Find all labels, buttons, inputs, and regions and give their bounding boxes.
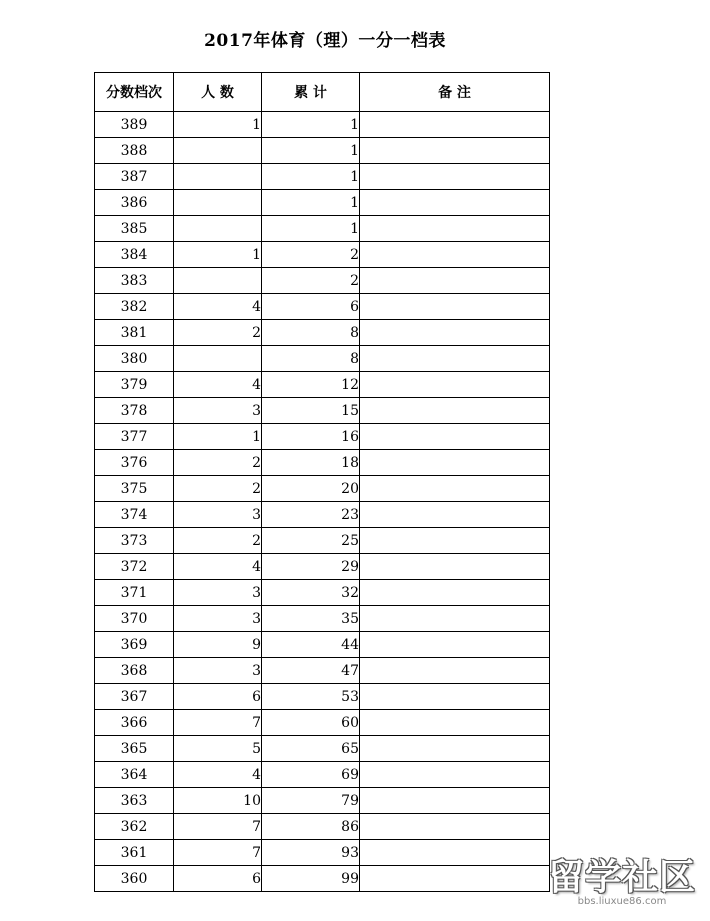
cell-score: 379 [95, 372, 174, 398]
cell-count [174, 138, 262, 164]
table-header-row [95, 73, 550, 112]
table-row [95, 372, 550, 398]
cell-count [174, 268, 262, 294]
cell-score: 363 [95, 788, 174, 814]
table-row [95, 632, 550, 658]
cell-score: 366 [95, 710, 174, 736]
cell-note [360, 164, 550, 190]
cell-count: 3 [174, 658, 262, 684]
table-row [95, 190, 550, 216]
cell-count: 2 [174, 450, 262, 476]
cell-note [360, 190, 550, 216]
cell-note [360, 502, 550, 528]
cell-score: 385 [95, 216, 174, 242]
cell-count [174, 190, 262, 216]
cell-score: 383 [95, 268, 174, 294]
cell-note [360, 814, 550, 840]
cell-score: 386 [95, 190, 174, 216]
cell-count: 2 [174, 320, 262, 346]
cell-cumulative: 8 [262, 346, 360, 372]
cell-note [360, 450, 550, 476]
cell-cumulative: 32 [262, 580, 360, 606]
score-table [94, 72, 550, 892]
table-row [95, 242, 550, 268]
cell-score: 384 [95, 242, 174, 268]
cell-cumulative: 99 [262, 866, 360, 892]
cell-score: 387 [95, 164, 174, 190]
cell-note [360, 606, 550, 632]
table-row [95, 762, 550, 788]
cell-cumulative: 47 [262, 658, 360, 684]
cell-score: 375 [95, 476, 174, 502]
cell-score: 362 [95, 814, 174, 840]
cell-score: 376 [95, 450, 174, 476]
table-row [95, 424, 550, 450]
table-row [95, 606, 550, 632]
cell-cumulative: 35 [262, 606, 360, 632]
table-row [95, 320, 550, 346]
cell-score: 367 [95, 684, 174, 710]
cell-score: 382 [95, 294, 174, 320]
table-row [95, 476, 550, 502]
cell-cumulative: 15 [262, 398, 360, 424]
table-row [95, 788, 550, 814]
cell-cumulative: 93 [262, 840, 360, 866]
cell-score: 377 [95, 424, 174, 450]
table-row [95, 398, 550, 424]
cell-cumulative: 1 [262, 164, 360, 190]
cell-note [360, 632, 550, 658]
cell-cumulative: 60 [262, 710, 360, 736]
cell-count: 2 [174, 528, 262, 554]
cell-score: 360 [95, 866, 174, 892]
watermark [548, 849, 696, 907]
cell-cumulative: 16 [262, 424, 360, 450]
table-row [95, 164, 550, 190]
cell-score: 370 [95, 606, 174, 632]
cell-cumulative: 69 [262, 762, 360, 788]
cell-score: 378 [95, 398, 174, 424]
cell-note [360, 580, 550, 606]
cell-cumulative: 8 [262, 320, 360, 346]
cell-note [360, 684, 550, 710]
cell-cumulative: 65 [262, 736, 360, 762]
table-row [95, 502, 550, 528]
table-row [95, 528, 550, 554]
cell-count: 1 [174, 242, 262, 268]
cell-note [360, 216, 550, 242]
cell-score: 380 [95, 346, 174, 372]
cell-count: 7 [174, 710, 262, 736]
cell-count: 4 [174, 294, 262, 320]
header-score: 分数档次 [95, 73, 174, 112]
cell-count: 2 [174, 476, 262, 502]
cell-score: 372 [95, 554, 174, 580]
cell-note [360, 294, 550, 320]
cell-note [360, 138, 550, 164]
cell-note [360, 866, 550, 892]
cell-cumulative: 44 [262, 632, 360, 658]
table-row [95, 866, 550, 892]
header-note: 备 注 [360, 73, 550, 112]
cell-note [360, 268, 550, 294]
cell-cumulative: 6 [262, 294, 360, 320]
cell-cumulative: 2 [262, 242, 360, 268]
table-row [95, 346, 550, 372]
cell-score: 389 [95, 112, 174, 138]
table-row [95, 268, 550, 294]
table-body [95, 112, 550, 892]
cell-count: 1 [174, 424, 262, 450]
table-row [95, 294, 550, 320]
cell-score: 365 [95, 736, 174, 762]
watermark-url: bbs.liuxue86.com [577, 896, 667, 907]
cell-count: 3 [174, 502, 262, 528]
cell-note [360, 320, 550, 346]
cell-cumulative: 18 [262, 450, 360, 476]
cell-score: 364 [95, 762, 174, 788]
cell-score: 381 [95, 320, 174, 346]
cell-cumulative: 20 [262, 476, 360, 502]
table-row [95, 216, 550, 242]
cell-count [174, 216, 262, 242]
cell-note [360, 528, 550, 554]
cell-note [360, 242, 550, 268]
cell-score: 373 [95, 528, 174, 554]
cell-cumulative: 23 [262, 502, 360, 528]
cell-note [360, 398, 550, 424]
table-row [95, 684, 550, 710]
cell-note [360, 762, 550, 788]
cell-note [360, 346, 550, 372]
cell-count: 4 [174, 372, 262, 398]
cell-count: 3 [174, 580, 262, 606]
header-count: 人 数 [174, 73, 262, 112]
cell-score: 369 [95, 632, 174, 658]
cell-count: 7 [174, 814, 262, 840]
cell-count: 9 [174, 632, 262, 658]
cell-count: 6 [174, 866, 262, 892]
table-row [95, 710, 550, 736]
table-row [95, 658, 550, 684]
table-row [95, 554, 550, 580]
cell-note [360, 424, 550, 450]
cell-count: 7 [174, 840, 262, 866]
cell-cumulative: 1 [262, 138, 360, 164]
cell-count: 1 [174, 112, 262, 138]
cell-score: 371 [95, 580, 174, 606]
cell-note [360, 372, 550, 398]
cell-cumulative: 1 [262, 112, 360, 138]
cell-cumulative: 1 [262, 216, 360, 242]
watermark-logo: 留学社区 [547, 857, 696, 898]
cell-note [360, 840, 550, 866]
cell-count [174, 164, 262, 190]
cell-cumulative: 53 [262, 684, 360, 710]
cell-cumulative: 86 [262, 814, 360, 840]
table-row [95, 840, 550, 866]
cell-cumulative: 79 [262, 788, 360, 814]
cell-note [360, 710, 550, 736]
table-row [95, 736, 550, 762]
cell-cumulative: 2 [262, 268, 360, 294]
cell-count [174, 346, 262, 372]
cell-cumulative: 1 [262, 190, 360, 216]
cell-score: 388 [95, 138, 174, 164]
header-cumulative: 累 计 [262, 73, 360, 112]
page-title: 2017年体育（理）一分一档表 [204, 31, 446, 51]
cell-note [360, 554, 550, 580]
table-row [95, 112, 550, 138]
cell-cumulative: 29 [262, 554, 360, 580]
cell-score: 368 [95, 658, 174, 684]
table-row [95, 450, 550, 476]
table-row [95, 580, 550, 606]
cell-note [360, 736, 550, 762]
cell-note [360, 476, 550, 502]
cell-cumulative: 12 [262, 372, 360, 398]
table-row [95, 138, 550, 164]
cell-count: 4 [174, 762, 262, 788]
cell-note [360, 788, 550, 814]
cell-note [360, 658, 550, 684]
cell-score: 374 [95, 502, 174, 528]
table-row [95, 814, 550, 840]
cell-note [360, 112, 550, 138]
cell-count: 5 [174, 736, 262, 762]
cell-count: 10 [174, 788, 262, 814]
cell-count: 3 [174, 606, 262, 632]
cell-count: 6 [174, 684, 262, 710]
cell-score: 361 [95, 840, 174, 866]
cell-count: 3 [174, 398, 262, 424]
cell-count: 4 [174, 554, 262, 580]
cell-cumulative: 25 [262, 528, 360, 554]
